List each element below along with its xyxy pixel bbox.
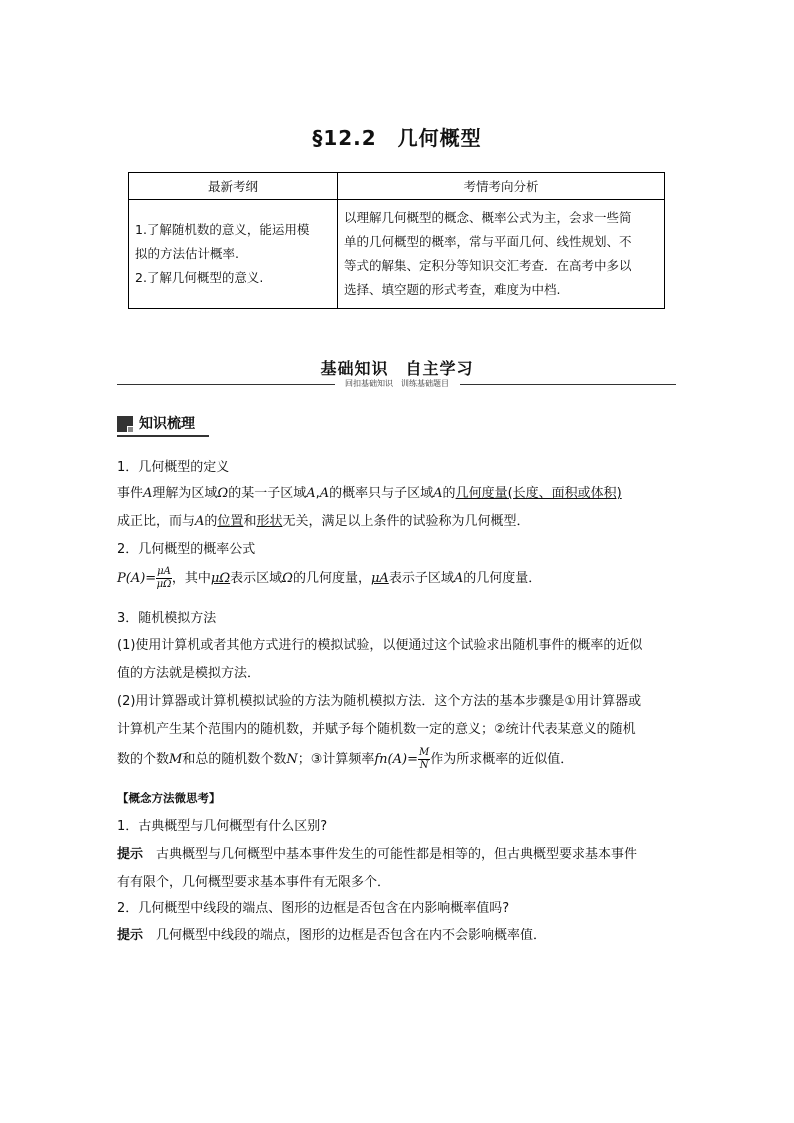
definition-line-2 (117, 510, 529, 529)
hint-label: 提示 (117, 928, 144, 943)
simulation-line-1: (1)使用计算机或者其他方式进行的模拟试验，以便通过这个试验求出随机事件的概率的近似 (117, 638, 643, 653)
section-subheading: 回扣基础知识 训练基础题目 (345, 379, 449, 388)
syllabus-right-line: 选择、填空题的形式考查，难度为中档. (344, 282, 561, 297)
think-title: 【概念方法微思考】 (117, 791, 221, 805)
var-a: A (433, 486, 443, 501)
var-a: A (319, 486, 330, 501)
frequency-lhs: fn(A)= (374, 752, 418, 767)
think-question-1: 1．古典概型与几何概型有什么区别? (117, 819, 328, 834)
underlined-answer: 几何度量(长度、面积或体积) (455, 486, 622, 501)
knowledge-title: 知识梳理 (139, 416, 195, 432)
page-title: §12.2 几何概型 (312, 126, 482, 150)
section-heading: 基础知识 自主学习 (320, 359, 474, 378)
var-omega: Ω (282, 571, 293, 586)
var-n: N (286, 752, 298, 767)
simulation-line-3: (2)用计算器或计算机模拟试验的方法为随机模拟方法．这个方法的基本步骤是①用计算器或 (117, 694, 642, 709)
syllabus-table (128, 172, 665, 309)
syllabus-header-right: 考情考向分析 (338, 173, 665, 200)
text: 无关，满足以上条件的试验称为几何概型． (282, 514, 530, 529)
underlined-answer: 形状 (256, 514, 283, 529)
simulation-line-4: 计算机产生某个范围内的随机数，并赋予每个随机数一定的意义；②统计代表某意义的随机 (117, 722, 636, 737)
text: 的某一子区域 (228, 486, 307, 501)
text: ；③计算频率 (297, 752, 375, 767)
simulation-line-2: 值的方法就是模拟方法． (117, 666, 261, 681)
text: ，其中 (171, 571, 211, 586)
var-a: A (453, 571, 464, 586)
definition-line-1: 事件A理解为区域Ω的某一子区域A,A的概率只与子区域A的几何度量(长度、面积或体积) (117, 486, 622, 501)
syllabus-right-line: 等式的解集、定积分等知识交汇考查．在高考中多以 (344, 258, 632, 273)
underlined-answer: μA (370, 571, 389, 586)
underlined-answer: μΩ (210, 571, 231, 586)
formula-lhs: P(A)= (117, 571, 157, 586)
var-a: A (195, 514, 205, 529)
fraction-numerator: M (418, 747, 430, 758)
text: 的几何度量． (463, 571, 542, 586)
syllabus-right-cell (338, 200, 665, 309)
think-answer-1-line-2: 有有限个，几何概型要求基本事件有无限多个． (117, 875, 391, 890)
text: 作为所求概率的近似值． (430, 752, 574, 767)
formula-fraction (156, 566, 172, 591)
underlined-answer: 位置 (217, 514, 244, 529)
fraction-denominator: N (419, 760, 429, 771)
formula-line (117, 566, 541, 592)
text: 事件 (117, 486, 144, 501)
heading-simulation: 3．随机模拟方法 (117, 611, 217, 626)
section-block-icon (117, 416, 133, 432)
text: 表示子区域 (388, 571, 454, 586)
var-m: M (169, 752, 183, 767)
text: 理解为区域 (152, 486, 218, 501)
syllabus-left-line: 1.了解随机数的意义，能运用模 (135, 222, 310, 237)
text: 和 (243, 514, 257, 529)
text: 成正比，而与 (117, 514, 196, 529)
syllabus-right-line: 单的几何概型的概率，常与平面几何、线性规划、不 (344, 234, 632, 249)
syllabus-left-cell (129, 200, 338, 309)
text: 古典概型与几何概型中基本事件发生的可能性都是相等的，但古典概型要求基本事件 (143, 847, 638, 862)
var-omega: Ω (217, 486, 229, 501)
fraction-denominator: μΩ (156, 579, 172, 590)
text: 的 (204, 514, 218, 529)
text: 数的个数 (117, 752, 170, 767)
heading-formula: 2．几何概型的概率公式 (117, 542, 256, 557)
hint-label: 提示 (117, 847, 144, 862)
syllabus-right-line: 以理解几何概型的概念、概率公式为主，会求一些简 (344, 210, 632, 225)
text: 的几何度量， (292, 571, 371, 586)
think-question-2: 2．几何概型中线段的端点、图形的边框是否包含在内影响概率值吗? (117, 901, 510, 916)
syllabus-left-line: 拟的方法估计概率. (135, 246, 239, 261)
syllabus-header-left: 最新考纲 (129, 173, 338, 200)
think-answer-1-line-1 (117, 843, 637, 862)
think-answer-2 (117, 924, 546, 943)
knowledge-title-underline (117, 435, 209, 437)
frequency-fraction (418, 747, 430, 772)
heading-definition: 1．几何概型的定义 (117, 460, 230, 475)
fraction-numerator: μA (157, 566, 171, 577)
simulation-line-5 (117, 746, 573, 774)
text: 表示区域 (230, 571, 283, 586)
text: 的概率只与子区域 (329, 486, 434, 501)
var-a: A (143, 486, 153, 501)
text: 和总的随机数个数 (182, 752, 287, 767)
var-a: A (306, 486, 316, 501)
text: 几何概型中线段的端点，图形的边框是否包含在内不会影响概率值． (143, 928, 547, 943)
text: 的 (442, 486, 456, 501)
syllabus-left-line: 2.了解几何概型的意义. (135, 270, 264, 285)
